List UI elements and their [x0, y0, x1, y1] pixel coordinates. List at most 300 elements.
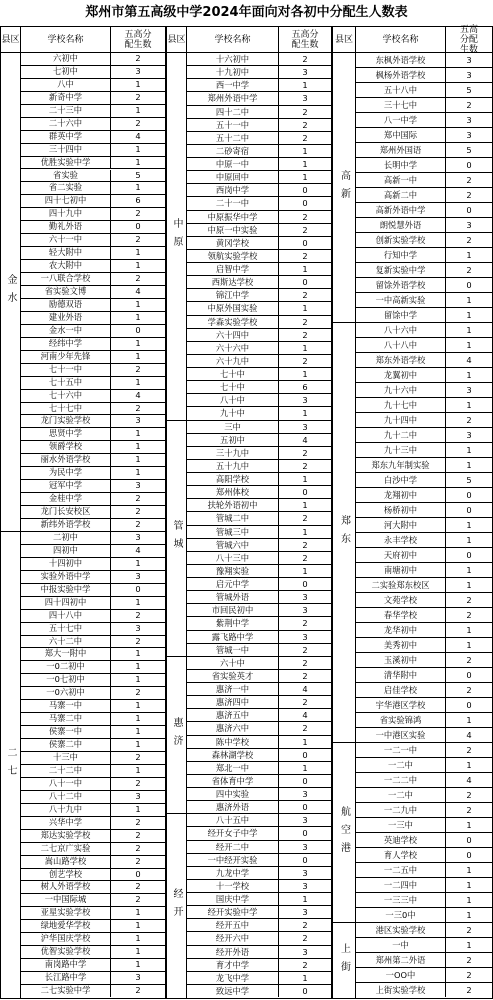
- school-name: 九十中: [187, 407, 279, 419]
- school-name: 六十一中: [21, 234, 111, 246]
- quota-count: 1: [135, 713, 141, 724]
- school-name: 东枫外语学校: [356, 53, 446, 67]
- table-row: [356, 173, 492, 188]
- school-name: 十九初中: [187, 66, 279, 78]
- school-name: 市回民初中: [187, 604, 279, 616]
- quota-count: 0: [302, 237, 308, 248]
- school-name: 马寨二中: [21, 713, 111, 725]
- school-name: 三中: [187, 421, 279, 433]
- table-row: [21, 869, 165, 882]
- table-row: [187, 368, 331, 381]
- school-name: 沪华国庆学校: [21, 933, 111, 945]
- table-row: [21, 312, 165, 325]
- quota-count: 5: [466, 475, 472, 485]
- header-county: 县区: [1, 27, 21, 52]
- quota-count: 2: [466, 985, 472, 995]
- school-name: 致远中学: [187, 985, 279, 997]
- school-name: 长江路中学: [21, 972, 111, 984]
- table-row: [187, 854, 331, 867]
- county-group: [167, 53, 331, 421]
- table-row: [356, 833, 492, 848]
- quota-count: 2: [135, 881, 141, 892]
- school-name: 省实验: [21, 170, 111, 182]
- school-name: 文苑学校: [356, 593, 446, 607]
- table-row: [187, 237, 331, 250]
- table-row: [21, 985, 165, 998]
- table-row: [356, 458, 492, 473]
- table-row: [356, 653, 492, 668]
- quota-count: 1: [135, 298, 141, 309]
- quota-count: 2: [135, 687, 141, 698]
- school-name: 清华附中: [356, 668, 446, 682]
- quota-count: 4: [135, 389, 141, 400]
- school-name: 九十四中: [356, 413, 446, 427]
- quota-count: 1: [135, 441, 141, 452]
- school-name: 思贤中学: [21, 428, 111, 440]
- quota-count: 0: [302, 802, 308, 813]
- quota-count: 1: [466, 640, 472, 650]
- school-name: 春华学校: [356, 608, 446, 622]
- quota-count: 0: [302, 277, 308, 288]
- quota-count: 2: [135, 53, 141, 63]
- quota-count: 3: [302, 605, 308, 616]
- school-name: 陈中学校: [187, 736, 279, 748]
- school-name: 省实验锦鸿: [356, 713, 446, 727]
- quota-count: 0: [302, 579, 308, 589]
- table-row: [187, 604, 331, 617]
- table-row: [187, 92, 331, 105]
- school-name: 侯寨一中: [21, 726, 111, 738]
- school-name: 管城六中: [187, 539, 279, 551]
- quota-count: 2: [135, 752, 141, 763]
- school-name: 一三三中: [356, 893, 446, 907]
- county-group: [333, 923, 492, 998]
- school-name: 天府初中: [356, 548, 446, 562]
- quota-count: 2: [302, 697, 308, 708]
- table-row: [356, 203, 492, 218]
- school-name: 一二五中: [356, 863, 446, 877]
- table-row: [21, 105, 165, 118]
- table-row: [21, 623, 165, 636]
- school-name: 中原回中: [187, 171, 279, 183]
- quota-count: 3: [135, 480, 141, 491]
- school-name: 宇华港区学校: [356, 698, 446, 712]
- table-row: [21, 933, 165, 946]
- quota-count: 0: [466, 280, 472, 290]
- school-name: 一中国际城: [21, 894, 111, 906]
- school-name: 亚星实验学校: [21, 907, 111, 919]
- school-name: 龙门长安校区: [21, 506, 111, 518]
- table-row: [21, 843, 165, 856]
- school-name: 豫翔实验: [187, 565, 279, 577]
- school-name: 西斯达学校: [187, 276, 279, 288]
- quota-count: 1: [466, 895, 472, 905]
- quota-count: 2: [135, 609, 141, 620]
- school-name: 经开二中: [187, 841, 279, 853]
- school-name: 白沙中学: [356, 473, 446, 487]
- quota-count: 1: [135, 337, 141, 348]
- table-row: [187, 565, 331, 578]
- quota-count: 3: [135, 570, 141, 581]
- county-name: 管城: [167, 421, 187, 656]
- school-name: 学森实验学校: [187, 316, 279, 328]
- table-row: [21, 286, 165, 299]
- school-name: 港区实验学校: [356, 923, 446, 937]
- quota-count: 1: [135, 104, 141, 115]
- table-row: [187, 211, 331, 224]
- table-row: [21, 713, 165, 726]
- school-name: 六十九中: [187, 355, 279, 367]
- table-row: [21, 234, 165, 247]
- school-name: 省体育中学: [187, 775, 279, 787]
- quota-count: 3: [302, 67, 308, 78]
- table-row: [187, 683, 331, 696]
- table-row: [356, 128, 492, 143]
- quota-count: 0: [466, 505, 472, 515]
- table-row: [21, 610, 165, 623]
- table-header: [167, 27, 331, 53]
- quota-count: 4: [466, 775, 472, 785]
- table-row: [187, 631, 331, 644]
- school-name: 高阳学校: [187, 473, 279, 485]
- table-row: [21, 920, 165, 933]
- school-name: 高新一中: [356, 173, 446, 187]
- school-name: 励德双语: [21, 299, 111, 311]
- quota-count: 2: [302, 447, 308, 458]
- table-row: [356, 473, 492, 488]
- quota-count: 6: [135, 195, 141, 206]
- quota-count: 1: [466, 295, 472, 305]
- table-row: [356, 878, 492, 893]
- table-row: [356, 908, 492, 923]
- school-name: 绿地爱华学校: [21, 920, 111, 932]
- quota-count: 2: [135, 842, 141, 853]
- quota-count: 6: [302, 382, 308, 393]
- table-row: [21, 700, 165, 713]
- quota-count: 3: [466, 55, 472, 65]
- table-row: [187, 407, 331, 420]
- quota-count: 1: [135, 311, 141, 322]
- table-row: [21, 221, 165, 234]
- table-row: [21, 894, 165, 907]
- school-name: 一0二初中: [21, 661, 111, 673]
- table-row: [187, 486, 331, 499]
- table-row: [356, 788, 492, 803]
- header-county: 县区: [167, 27, 187, 52]
- quota-count: 2: [302, 552, 308, 563]
- school-name: 一中高新实验: [356, 293, 446, 307]
- school-name: 长明中学: [356, 158, 446, 172]
- table-row: [187, 578, 331, 591]
- school-name: 树人外语学校: [21, 881, 111, 893]
- quota-count: 1: [466, 370, 472, 380]
- table-row: [21, 817, 165, 830]
- quota-count: 1: [302, 972, 308, 983]
- school-name: 龙翔初中: [356, 488, 446, 502]
- quota-count: 1: [466, 250, 472, 260]
- table-row: [21, 53, 165, 66]
- school-name: 兴华中学: [21, 817, 111, 829]
- table-row: [187, 66, 331, 79]
- table-row: [187, 591, 331, 604]
- school-name: 八十五中: [187, 814, 279, 826]
- table-row: [21, 636, 165, 649]
- table-row: [21, 506, 165, 519]
- table-row: [187, 355, 331, 368]
- table-row: [356, 713, 492, 728]
- table-row: [21, 260, 165, 273]
- quota-count: 4: [302, 710, 308, 721]
- quota-count: 5: [466, 85, 472, 95]
- county-name: 经开: [167, 814, 187, 998]
- quota-count: 2: [466, 685, 472, 695]
- quota-count: 2: [302, 539, 308, 550]
- quota-count: 2: [466, 175, 472, 185]
- school-name: 复新实验中学: [356, 263, 446, 277]
- table-row: [187, 814, 331, 827]
- quota-count: 2: [135, 519, 141, 530]
- quota-count: 2: [466, 190, 472, 200]
- school-name: 留馀中学: [356, 308, 446, 322]
- quota-count: 2: [135, 493, 141, 504]
- table-column-2: [166, 26, 332, 999]
- quota-count: 1: [302, 145, 308, 156]
- table-row: [356, 773, 492, 788]
- county-group: [333, 323, 492, 743]
- quota-count: 1: [466, 520, 472, 530]
- header-county: 县区: [333, 27, 356, 52]
- school-name: 五十七中: [21, 623, 111, 635]
- quota-count: 4: [135, 130, 141, 141]
- quota-count: 2: [135, 117, 141, 128]
- table-row: [187, 906, 331, 919]
- table-row: [356, 623, 492, 638]
- school-name: 英迪学校: [356, 833, 446, 847]
- quota-count: 4: [466, 730, 472, 740]
- quota-count: 1: [302, 408, 308, 419]
- school-name: 五十九中: [187, 460, 279, 472]
- quota-count: 2: [302, 106, 308, 117]
- school-name: 三十四中: [21, 144, 111, 156]
- quota-count: 2: [135, 894, 141, 905]
- school-name: 经纬中学: [21, 338, 111, 350]
- table-row: [356, 893, 492, 908]
- school-name: 七十五中: [21, 377, 111, 389]
- school-name: 一0六初中: [21, 687, 111, 699]
- school-name: 管城外语: [187, 591, 279, 603]
- quota-count: 2: [302, 119, 308, 130]
- table-row: [21, 558, 165, 571]
- quota-count: 1: [302, 342, 308, 353]
- table-row: [187, 447, 331, 460]
- school-name: 中原外国实验: [187, 302, 279, 314]
- table-row: [21, 778, 165, 791]
- quota-count: 1: [135, 946, 141, 957]
- quota-count: 1: [302, 172, 308, 183]
- quota-count: 1: [466, 460, 472, 470]
- school-name: 启佳学校: [356, 683, 446, 697]
- table-row: [187, 434, 331, 447]
- table-row: [187, 421, 331, 434]
- table-row: [187, 342, 331, 355]
- table-row: [187, 644, 331, 657]
- school-name: 新纬外语学校: [21, 519, 111, 531]
- table-row: [21, 830, 165, 843]
- school-name: 优胜实验中学: [21, 157, 111, 169]
- quota-count: 1: [135, 260, 141, 271]
- quota-count: 2: [302, 132, 308, 143]
- school-name: 龙门实验学校: [21, 415, 111, 427]
- quota-count: 0: [302, 985, 308, 996]
- school-name: 七十中: [187, 381, 279, 393]
- table-row: [21, 752, 165, 765]
- table-row: [356, 98, 492, 113]
- table-row: [21, 182, 165, 195]
- school-name: 紫荆中学: [187, 617, 279, 629]
- quota-count: 1: [135, 803, 141, 814]
- table-row: [356, 248, 492, 263]
- table-row: [21, 584, 165, 597]
- table-row: [187, 329, 331, 342]
- table-row: [187, 250, 331, 263]
- table-column-3: [332, 26, 493, 999]
- table-row: [187, 959, 331, 972]
- table-row: [187, 224, 331, 237]
- quota-count: 2: [302, 513, 308, 524]
- school-name: 金桂中学: [21, 493, 111, 505]
- school-name: 郑州第二外语: [356, 953, 446, 967]
- table-row: [21, 946, 165, 959]
- quota-count: 3: [135, 790, 141, 801]
- table-row: [21, 571, 165, 584]
- school-name: 中报实验中学: [21, 584, 111, 596]
- quota-count: 1: [135, 648, 141, 659]
- school-name: 二十三中: [21, 105, 111, 117]
- quota-count: 1: [466, 535, 472, 545]
- school-name: 十四初中: [21, 558, 111, 570]
- school-name: 十一学校: [187, 880, 279, 892]
- table-row: [187, 749, 331, 762]
- quota-count: 1: [135, 907, 141, 918]
- table-row: [187, 539, 331, 552]
- table-row: [187, 985, 331, 998]
- school-name: 惠济外语: [187, 801, 279, 813]
- school-name: 省实验英才: [187, 670, 279, 682]
- quota-count: 1: [135, 661, 141, 672]
- quota-count: 2: [302, 657, 308, 668]
- table-row: [356, 323, 492, 338]
- table-row: [21, 208, 165, 221]
- school-name: 创艺学校: [21, 869, 111, 881]
- table-row: [356, 533, 492, 548]
- table-row: [187, 263, 331, 276]
- quota-count: 3: [466, 115, 472, 125]
- quota-count: 1: [466, 625, 472, 635]
- quota-count: 1: [466, 445, 472, 455]
- quota-count: 1: [302, 526, 308, 537]
- table-row: [187, 827, 331, 840]
- quota-count: 1: [466, 910, 472, 920]
- table-row: [356, 923, 492, 938]
- school-name: 杨桥初中: [356, 503, 446, 517]
- school-name: 一中港区实验: [356, 728, 446, 742]
- table-row: [21, 454, 165, 467]
- table-row: [21, 273, 165, 286]
- quota-count: 1: [135, 156, 141, 167]
- table-row: [21, 661, 165, 674]
- county-name: 惠济: [167, 657, 187, 814]
- table-row: [21, 195, 165, 208]
- quota-count: 0: [302, 198, 308, 209]
- school-name: 勤礼外语: [21, 221, 111, 233]
- quota-count: 2: [135, 363, 141, 374]
- quota-count: 1: [302, 159, 308, 169]
- quota-count: 3: [302, 93, 308, 104]
- school-name: 管城二中: [187, 512, 279, 524]
- quota-count: 3: [302, 867, 308, 878]
- table-row: [187, 919, 331, 932]
- school-name: 四中实验: [187, 788, 279, 800]
- school-name: 六十中: [187, 657, 279, 669]
- quota-count: 4: [466, 355, 472, 365]
- quota-count: 4: [302, 434, 308, 445]
- school-name: 二七京广实验: [21, 843, 111, 855]
- quota-count: 2: [466, 955, 472, 965]
- table-row: [187, 79, 331, 92]
- quota-count: 1: [466, 760, 472, 770]
- school-name: 上街实验学校: [356, 983, 446, 997]
- table-row: [356, 638, 492, 653]
- school-name: 创新实验学校: [356, 233, 446, 247]
- table-row: [21, 791, 165, 804]
- school-name: 黄冈学校: [187, 237, 279, 249]
- table-row: [356, 53, 492, 68]
- school-name: 二实验郑东校区: [356, 578, 446, 592]
- table-row: [356, 383, 492, 398]
- quota-count: 3: [302, 946, 308, 957]
- school-name: 省实验文博: [21, 286, 111, 298]
- quota-count: 1: [135, 933, 141, 944]
- table-row: [356, 818, 492, 833]
- school-name: 一中经开实验: [187, 854, 279, 866]
- school-name: 经开外语: [187, 946, 279, 958]
- school-name: 六十四中: [187, 329, 279, 341]
- quota-count: 2: [466, 745, 472, 755]
- quota-count: 1: [135, 182, 141, 193]
- table-row: [187, 893, 331, 906]
- school-name: 五十二中: [187, 132, 279, 144]
- school-name: 郑中国际: [356, 128, 446, 142]
- quota-count: 2: [466, 925, 472, 935]
- table-row: [21, 377, 165, 390]
- school-name: 五初中: [187, 434, 279, 446]
- school-name: 群英中学: [21, 131, 111, 143]
- quota-count: 0: [466, 490, 472, 500]
- school-name: 朗悦慧外语: [356, 218, 446, 232]
- school-name: 四十七初中: [21, 195, 111, 207]
- school-name: 中原振华中学: [187, 211, 279, 223]
- table-row: [21, 519, 165, 532]
- quota-count: 1: [466, 715, 472, 725]
- table-row: [356, 863, 492, 878]
- table-row: [21, 545, 165, 558]
- school-name: 四十八中: [21, 610, 111, 622]
- school-name: 新奇中学: [21, 92, 111, 104]
- table-row: [356, 743, 492, 758]
- quota-count: 0: [302, 854, 308, 865]
- table-row: [356, 188, 492, 203]
- quota-count: 2: [135, 816, 141, 827]
